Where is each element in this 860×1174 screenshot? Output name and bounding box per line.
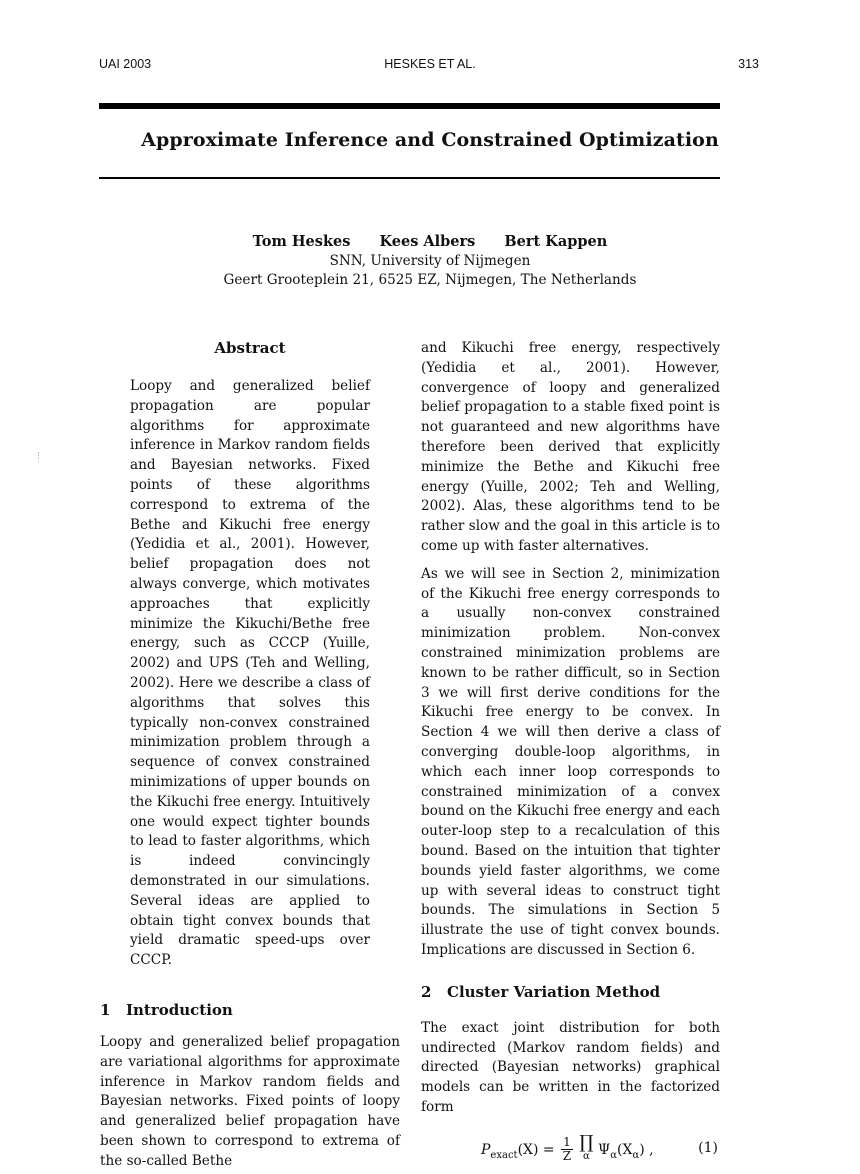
equation-rhs-arg: (X: [617, 1141, 633, 1158]
equation-rhs: Ψ: [597, 1141, 611, 1158]
affiliation: [0, 252, 860, 290]
body-paragraph: and Kikuchi free energy, respectively (Yedidia et al., 2001). However, convergence of loopy and generalized belief propagation to a stable fixed point is not guaranteed and new algorithms have therefore been derived that explicitly minimize the Bethe and Kikuchi free energy (Yuille, 2002; Teh and Welling, 2002). Alas, these algorithms tend to be rather slow and the goal in this article is to come up with faster alternatives.: [421, 340, 720, 554]
section-title: Cluster Variation Method: [447, 982, 661, 1001]
author-name: Tom Heskes: [252, 233, 351, 250]
section-heading-introduction: [100, 1001, 400, 1019]
section-number: 1: [100, 1000, 111, 1019]
right-column: [421, 339, 720, 1174]
scan-mark: [38, 452, 40, 462]
author-name: Kees Albers: [379, 233, 476, 250]
affiliation-line: SNN, University of Nijmegen: [329, 253, 531, 269]
equation-lhs-subscript: exact: [490, 1149, 518, 1161]
equation-lhs-arg: (X) =: [517, 1141, 555, 1158]
section-number: 2: [421, 982, 432, 1001]
title-rule-bottom: [99, 177, 720, 179]
equation-rhs-arg-subscript: α: [632, 1149, 640, 1161]
abstract-heading: Abstract: [214, 339, 286, 357]
equation-fraction: [561, 1136, 573, 1163]
title-rule-top: [99, 103, 720, 109]
fraction-denominator: Z: [562, 1149, 572, 1164]
affiliation-line: Geert Grooteplein 21, 6525 EZ, Nijmegen, The Netherlands: [223, 272, 637, 288]
section-title: Introduction: [126, 1000, 233, 1019]
introduction-text: Loopy and generalized belief propagation are variational algorithms for approximate inference in Markov random fields and Bayesian networks. Fixed points of loopy and generalized belief propagation have been shown to correspond to extrema of the so-called Bethe: [100, 1033, 400, 1169]
equation-formula: [481, 1131, 654, 1164]
author-name: Bert Kappen: [504, 233, 608, 250]
equation-number: (1): [698, 1139, 718, 1156]
product-index: α: [582, 1150, 590, 1162]
product-symbol: ∏: [579, 1131, 594, 1153]
left-column: [100, 339, 400, 1171]
section-heading-cvm: [421, 983, 720, 1001]
running-header-venue: UAI 2003: [99, 57, 152, 71]
equation-1: [421, 1130, 720, 1174]
equation-rhs-end: ) ,: [639, 1141, 654, 1158]
paper-title: Approximate Inference and Constrained Optimization: [141, 129, 719, 151]
equation-rhs-subscript: α: [610, 1149, 618, 1161]
section2-text: The exact joint distribution for both undirected (Markov random fields) and directed (Bayesian networks) graphical models can be written in the factorized form: [421, 1019, 720, 1115]
running-header-authors: HESKES ET AL.: [384, 57, 476, 71]
equation-lhs: P: [481, 1141, 491, 1158]
author-list: [0, 233, 860, 250]
fraction-numerator: 1: [563, 1135, 571, 1150]
body-paragraph: As we will see in Section 2, minimization of the Kikuchi free energy corresponds to a usually non-convex constrained minimization problem. Non-convex constrained minimization problems are known to be rather difficult, so in Section 3 we will first derive conditions for the Kikuchi free energy to be convex. In Section 4 we will then derive a class of converging double-loop algorithms, in which each inner loop corresponds to constrained minimization of a convex bound on the Kikuchi free energy and each outer-loop step to a recalculation of this bound. Based on the intuition that tighter bounds yield faster algorithms, we come up with several ideas to construct tight bounds. The simulations in Section 5 illustrate the use of tight convex bounds. Implications are discussed in Section 6.: [421, 565, 720, 958]
product-operator: [579, 1131, 594, 1164]
page-number: 313: [738, 57, 759, 71]
abstract-text: Loopy and generalized belief propagation are popular algorithms for approximate inference in Markov random fields and Bayesian networks. Fixed points of these algorithms correspond to extrema of the Bethe and Kikuchi free energy (Yedidia et al., 2001). However, belief propagation does not always converge, which motivates approaches that explicitly minimize the Kikuchi/Bethe free energy, such as CCCP (Yuille, 2002) and UPS (Teh and Welling, 2002). Here we describe a class of algorithms that solves this typically non-convex constrained minimization problem through a sequence of convex constrained minimizations of upper bounds on the Kikuchi free energy. Intuitively one would expect tighter bounds to lead to faster algorithms, which is indeed convincingly demonstrated in our simulations. Several ideas are applied to obtain tight convex bounds that yield dramatic speed-ups over CCCP.: [130, 378, 370, 969]
